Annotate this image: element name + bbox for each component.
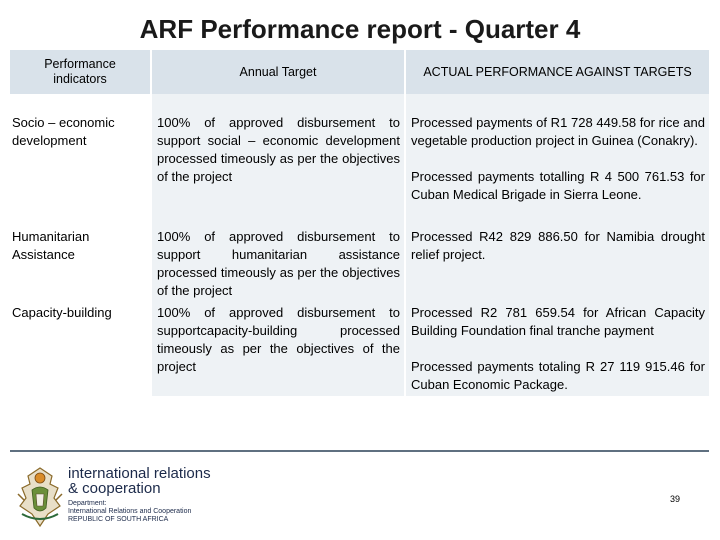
actual-paragraph: Processed payments totalling R 4 500 761.53 for Cuban Medical Brigade in Sierra Leone.: [411, 169, 705, 202]
table-row: [10, 302, 709, 396]
header-target: Annual Target: [150, 50, 404, 94]
department-name-line1: international relations: [68, 465, 211, 482]
performance-table: [10, 50, 709, 396]
department-subtitle: [68, 500, 191, 524]
actual-paragraph: Processed R2 781 659.54 for African Capacity Building Foundation final tranche payment: [411, 305, 705, 338]
page-number: 39: [669, 494, 680, 504]
target-cell: 100% of approved disbursement to supportcapacity-building processed timeously as per the objectives of the project: [150, 302, 404, 396]
footer-divider: [10, 450, 709, 452]
target-cell: 100% of approved disbursement to support humanitarian assistance processed timeously as per the objectives of the project: [150, 208, 404, 302]
indicator-cell: Capacity-building: [10, 302, 150, 396]
coat-of-arms-icon: [12, 464, 68, 530]
page-title: ARF Performance report - Quarter 4: [139, 14, 581, 44]
actual-cell: [404, 302, 709, 396]
actual-paragraph: Processed payments of R1 728 449.58 for rice and vegetable production project in Guinea (Conakry).: [411, 115, 705, 148]
target-cell: 100% of approved disbursement to support social – economic development processed timeously as per the objectives of the project: [150, 94, 404, 208]
actual-paragraph: Processed R42 829 886.50 for Namibia drought relief project.: [411, 229, 705, 262]
department-name: [68, 466, 211, 496]
indicator-cell: Humanitarian Assistance: [10, 208, 150, 302]
header-indicators: Performance indicators: [10, 50, 150, 94]
actual-cell: [404, 94, 709, 208]
header-actual: ACTUAL PERFORMANCE AGAINST TARGETS: [404, 50, 709, 94]
actual-cell: [404, 208, 709, 302]
department-subtitle-line1: Department:: [68, 500, 107, 507]
table-header-row: [10, 50, 709, 94]
department-name-line2: & cooperation: [68, 480, 161, 497]
department-subtitle-line2: International Relations and Cooperation: [68, 508, 192, 515]
table-row: [10, 208, 709, 302]
department-subtitle-line3: REPUBLIC OF SOUTH AFRICA: [68, 516, 169, 523]
actual-paragraph: Processed payments totaling R 27 119 915.46 for Cuban Economic Package.: [411, 359, 705, 392]
indicator-cell: Socio – economic development: [10, 94, 150, 208]
table-row: [10, 94, 709, 208]
department-logo: [10, 458, 210, 534]
